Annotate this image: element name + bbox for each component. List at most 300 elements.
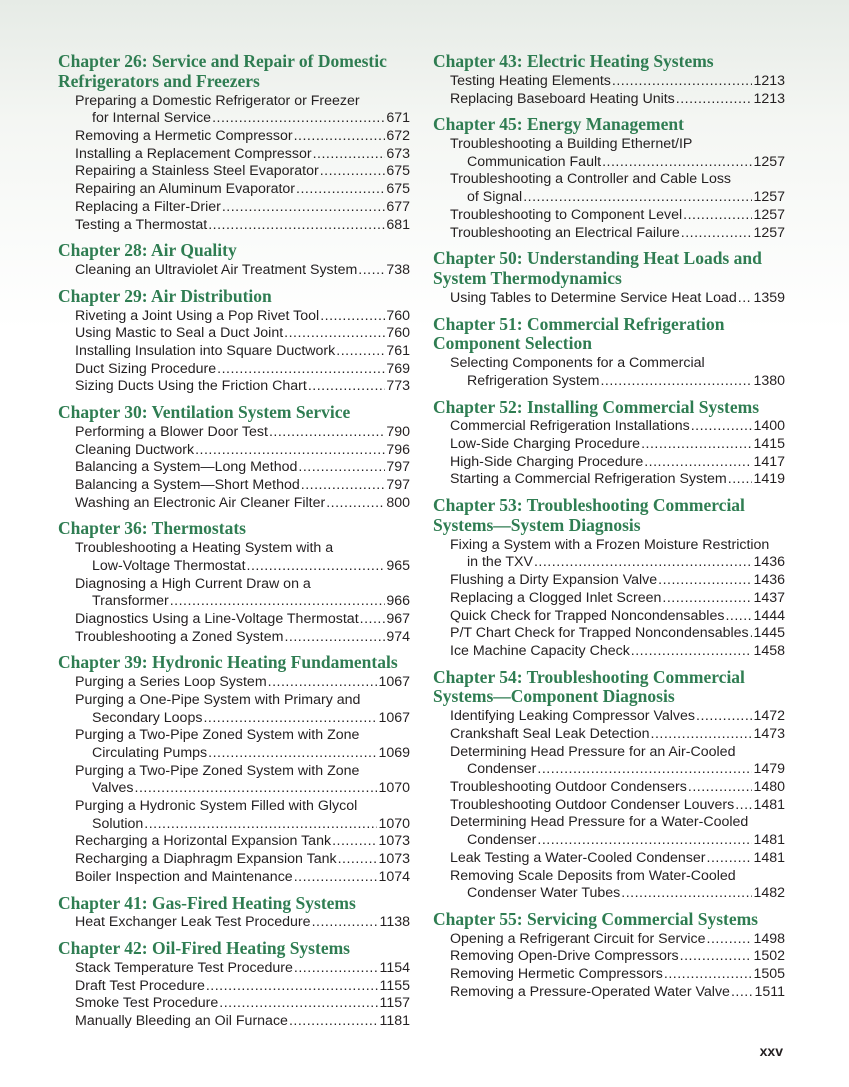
toc-entry[interactable] <box>433 966 785 984</box>
toc-entry[interactable] <box>58 361 410 379</box>
toc-entry[interactable] <box>433 225 785 243</box>
toc-entry[interactable] <box>58 93 410 128</box>
toc-entry-title: Troubleshooting to Component Level <box>450 206 683 223</box>
chapter-heading-line: Systems—System Diagnosis <box>433 514 641 535</box>
toc-entry-title: Low-Side Charging Procedure <box>450 436 641 453</box>
toc-section <box>58 403 410 512</box>
dot-leader <box>222 199 385 217</box>
toc-entry-page: 675 <box>386 163 410 180</box>
toc-entry-line <box>75 978 410 996</box>
toc-entry-line <box>450 91 785 109</box>
toc-entry-page: 760 <box>386 307 410 324</box>
toc-entry-title: Balancing a System—Short Method <box>75 476 300 493</box>
toc-entry[interactable] <box>433 779 785 797</box>
toc-entry-line <box>450 885 785 903</box>
dot-leader <box>217 361 385 379</box>
toc-entry-page: 1257 <box>753 224 785 241</box>
toc-column-left <box>58 52 410 1031</box>
toc-entry-page: 1481 <box>753 832 785 849</box>
toc-entry-title: Replacing Baseboard Heating Units <box>450 90 675 107</box>
dot-leader <box>738 290 753 308</box>
toc-entry-title: Troubleshooting a Controller and Cable Loss <box>450 171 732 188</box>
toc-entry-title: Starting a Commercial Refrigeration System <box>450 471 727 488</box>
dot-leader <box>612 73 753 91</box>
toc-entry-title: Transformer <box>92 593 169 610</box>
chapter-heading-line: Chapter 53: Troubleshooting Commercial <box>433 495 745 516</box>
toc-entry-page: 1073 <box>378 833 410 850</box>
chapter-heading <box>433 249 785 289</box>
toc-entry-page: 681 <box>386 216 410 233</box>
dot-leader <box>735 797 752 815</box>
chapter-heading-line: Refrigerators and Freezers <box>58 70 260 91</box>
toc-entry-line <box>450 154 785 172</box>
toc-entry-page: 1257 <box>753 189 785 206</box>
toc-entry[interactable] <box>58 477 410 495</box>
toc-entry-title: Washing an Electronic Air Cleaner Filter <box>75 494 326 511</box>
toc-entry-page: 1436 <box>753 572 785 589</box>
toc-entry-line <box>450 779 785 797</box>
dot-leader <box>523 189 752 207</box>
toc-entry-title: Purging a One-Pipe System with Primary and <box>75 691 361 708</box>
toc-entry-title: Determining Head Pressure for a Water-Cooled <box>450 814 749 831</box>
dot-leader <box>658 572 752 590</box>
dot-leader <box>247 558 386 576</box>
toc-entry-line <box>75 1013 410 1031</box>
toc-entry[interactable] <box>58 199 410 217</box>
chapter-heading-line: Chapter 26: Service and Repair of Domestic <box>58 51 387 71</box>
toc-entry-title: for Internal Service <box>92 110 212 127</box>
toc-entry-title: Boiler Inspection and Maintenance <box>75 868 293 885</box>
dot-leader <box>208 745 377 763</box>
toc-entry[interactable] <box>58 869 410 887</box>
toc-entry-line <box>450 850 785 868</box>
toc-entry-page: 671 <box>386 110 410 127</box>
toc-entry[interactable] <box>58 674 410 692</box>
toc-entry-title: Smoke Test Procedure <box>75 995 219 1012</box>
chapter-heading <box>433 496 785 536</box>
dot-leader <box>358 262 385 280</box>
dot-leader <box>320 308 385 326</box>
toc-entry[interactable] <box>58 576 410 611</box>
toc-entry[interactable] <box>58 833 410 851</box>
toc-entry-line <box>75 593 410 611</box>
toc-entry-line <box>450 984 785 1002</box>
toc-entry-page: 1479 <box>753 761 785 778</box>
toc-entry-page: 1380 <box>753 372 785 389</box>
chapter-heading-line: Component Selection <box>433 333 592 354</box>
toc-entry-line <box>450 590 785 608</box>
toc-entry-title: Using Tables to Determine Service Heat Load <box>450 289 737 306</box>
chapter-heading-line: System Thermodynamics <box>433 268 622 289</box>
toc-entry-title: Sizing Ducts Using the Friction Chart <box>75 378 307 395</box>
toc-entry-title: Condenser Water Tubes <box>467 885 621 902</box>
toc-entry[interactable] <box>58 914 410 932</box>
dot-leader <box>641 436 752 454</box>
toc-entry-title: Balancing a System—Long Method <box>75 459 298 476</box>
toc-entry-line <box>450 207 785 225</box>
toc-entry-page: 738 <box>386 262 410 279</box>
toc-entry-page: 797 <box>386 476 410 493</box>
toc-entry[interactable] <box>433 418 785 436</box>
toc-entry-page: 1502 <box>753 948 785 965</box>
toc-entry-title: Riveting a Joint Using a Pop Rivet Tool <box>75 307 320 324</box>
toc-entry-line <box>75 995 410 1013</box>
toc-entry[interactable] <box>58 978 410 996</box>
dot-leader <box>269 424 385 442</box>
toc-entry-title: Troubleshooting an Electrical Failure <box>450 224 680 241</box>
dot-leader <box>212 110 385 128</box>
toc-entry-title: Repairing a Stainless Steel Evaporator <box>75 163 319 180</box>
toc-entry[interactable] <box>58 262 410 280</box>
toc-entry[interactable] <box>58 692 410 727</box>
toc-entry[interactable] <box>433 726 785 744</box>
toc-entry-page: 677 <box>386 198 410 215</box>
toc-entry[interactable] <box>433 91 785 109</box>
toc-entry-page: 1480 <box>753 779 785 796</box>
toc-entry[interactable] <box>58 851 410 869</box>
toc-entry[interactable] <box>433 708 785 726</box>
dot-leader <box>208 217 385 235</box>
toc-entry-line <box>75 217 410 235</box>
toc-entry-page: 800 <box>386 494 410 511</box>
toc-entry-line <box>75 459 410 477</box>
toc-entry-line <box>450 471 785 489</box>
toc-entry-page: 1419 <box>753 471 785 488</box>
toc-entry[interactable] <box>58 495 410 513</box>
toc-entry[interactable] <box>433 171 785 206</box>
chapter-heading <box>58 241 410 261</box>
toc-entry-page: 1445 <box>753 625 785 642</box>
toc-entry-page: 1417 <box>753 453 785 470</box>
toc-entry[interactable] <box>58 540 410 575</box>
toc-entry[interactable] <box>58 325 410 343</box>
toc-entry-page: 797 <box>386 459 410 476</box>
toc-entry-line <box>75 110 410 128</box>
toc-entry-line <box>450 726 785 744</box>
toc-entry-line <box>450 225 785 243</box>
dot-leader <box>338 851 378 869</box>
toc-entry[interactable] <box>433 948 785 966</box>
toc-entry[interactable] <box>58 763 410 798</box>
toc-entry-line <box>75 128 410 146</box>
toc-entry-page: 967 <box>386 610 410 627</box>
toc-entry[interactable] <box>433 850 785 868</box>
toc-section <box>58 653 410 886</box>
toc-entry-title: Recharging a Horizontal Expansion Tank <box>75 833 332 850</box>
dot-leader <box>676 91 753 109</box>
toc-entry-title: Recharging a Diaphragm Expansion Tank <box>75 851 337 868</box>
toc-entry-title: Performing a Blower Door Test <box>75 423 268 440</box>
dot-leader <box>294 960 379 978</box>
dot-leader <box>203 710 377 728</box>
toc-entry-line <box>75 181 410 199</box>
toc-entry[interactable] <box>58 727 410 762</box>
toc-entry-title: Purging a Hydronic System Filled with Glycol <box>75 798 358 815</box>
toc-entry[interactable] <box>433 797 785 815</box>
dot-leader <box>683 207 752 225</box>
toc-entry-title: Condenser <box>467 832 537 849</box>
toc-entry-title: Duct Sizing Procedure <box>75 360 217 377</box>
chapter-heading <box>58 894 410 914</box>
toc-entry-line <box>75 343 410 361</box>
toc-entry-line <box>75 163 410 181</box>
toc-entry-title: Quick Check for Trapped Noncondensables <box>450 607 725 624</box>
toc-entry[interactable] <box>433 744 785 779</box>
toc-entry[interactable] <box>433 931 785 949</box>
toc-entry-line <box>75 558 410 576</box>
dot-leader <box>644 454 752 472</box>
toc-entry-page: 1481 <box>753 796 785 813</box>
toc-entry[interactable] <box>433 590 785 608</box>
toc-entry[interactable] <box>433 625 785 643</box>
toc-entry-title: High-Side Charging Procedure <box>450 453 644 470</box>
dot-leader <box>680 948 753 966</box>
chapter-heading <box>58 52 410 92</box>
toc-entry-line <box>75 816 410 834</box>
toc-entry-page: 1444 <box>753 607 785 624</box>
toc-entry-title: Flushing a Dirty Expansion Valve <box>450 572 658 589</box>
toc-entry[interactable] <box>58 629 410 647</box>
toc-entry-page: 675 <box>386 181 410 198</box>
dot-leader <box>664 966 753 984</box>
toc-entry-title: Opening a Refrigerant Circuit for Service <box>450 930 706 947</box>
toc-entry-title: Removing Open-Drive Compressors <box>450 948 679 965</box>
toc-entry[interactable] <box>58 798 410 833</box>
toc-entry-title: Communication Fault <box>467 153 602 170</box>
toc-entry[interactable] <box>433 436 785 454</box>
toc-entry-title: Leak Testing a Water-Cooled Condenser <box>450 849 706 866</box>
chapter-heading-line: Chapter 55: Servicing Commercial Systems <box>433 908 758 929</box>
toc-section <box>433 910 785 1002</box>
toc-entry-title: Cleaning an Ultraviolet Air Treatment System <box>75 262 358 279</box>
toc-entry-page: 1155 <box>379 977 410 994</box>
toc-entry-page: 1067 <box>378 709 410 726</box>
toc-section <box>433 496 785 661</box>
toc-entry-line <box>450 373 785 391</box>
toc-entry-page: 1070 <box>378 815 410 832</box>
dot-leader <box>662 590 752 608</box>
chapter-heading <box>58 939 410 959</box>
toc-entry[interactable] <box>58 163 410 181</box>
toc-entry[interactable] <box>58 1013 410 1031</box>
dot-leader <box>750 625 753 643</box>
toc-entry[interactable] <box>58 378 410 396</box>
toc-entry-title: Troubleshooting a Building Ethernet/IP <box>450 136 693 152</box>
dot-leader <box>707 931 753 949</box>
toc-entry-title: Crankshaft Seal Leak Detection <box>450 725 650 742</box>
dot-leader <box>170 593 386 611</box>
toc-entry-page: 672 <box>386 128 410 144</box>
toc-entry-line <box>75 674 410 692</box>
chapter-heading-line: Chapter 28: Air Quality <box>58 240 237 261</box>
toc-entry-page: 1415 <box>753 436 785 453</box>
toc-entry-line <box>450 436 785 454</box>
toc-entry-page: 769 <box>386 360 410 377</box>
toc-entry-line <box>75 780 410 798</box>
toc-entry-line <box>450 454 785 472</box>
toc-entry-line <box>450 931 785 949</box>
toc-entry[interactable] <box>433 608 785 626</box>
dot-leader <box>296 181 385 199</box>
toc-entry-page: 1257 <box>753 153 785 170</box>
toc-entry[interactable] <box>433 537 785 572</box>
toc-entry-page: 1181 <box>379 1013 410 1029</box>
toc-entry[interactable] <box>433 814 785 849</box>
chapter-heading <box>433 115 785 135</box>
chapter-heading-line: Chapter 41: Gas-Fired Heating Systems <box>58 892 356 913</box>
toc-entry[interactable] <box>58 146 410 164</box>
dot-leader <box>537 832 752 850</box>
dot-leader <box>195 442 385 460</box>
toc-entry-title: Troubleshooting a Zoned System <box>75 628 284 645</box>
toc-entry[interactable] <box>58 459 410 477</box>
toc-entry-title: Circulating Pumps <box>92 744 208 761</box>
toc-entry-line <box>75 833 410 851</box>
toc-entry-title: Purging a Two-Pipe Zoned System with Zone <box>75 727 360 744</box>
toc-entry-line <box>75 477 410 495</box>
toc-entry[interactable] <box>433 454 785 472</box>
toc-entry-title: Valves <box>92 780 134 797</box>
toc-entry-title: Troubleshooting Outdoor Condenser Louvers <box>450 796 735 813</box>
toc-section <box>433 668 785 903</box>
toc-entry-page: 1481 <box>753 849 785 866</box>
page-number: xxv <box>759 1043 783 1059</box>
chapter-heading-line: Chapter 54: Troubleshooting Commercial <box>433 666 745 687</box>
toc-entry[interactable] <box>433 984 785 1002</box>
toc-entry[interactable] <box>58 128 410 146</box>
chapter-heading-line: Chapter 51: Commercial Refrigeration <box>433 313 725 334</box>
chapter-heading-line: Chapter 29: Air Distribution <box>58 285 272 306</box>
toc-entry[interactable] <box>433 207 785 225</box>
toc-entry-page: 796 <box>386 441 410 458</box>
toc-entry[interactable] <box>58 343 410 361</box>
toc-entry-page: 1473 <box>753 725 785 742</box>
toc-entry[interactable] <box>433 290 785 308</box>
toc-entry-title: Removing a Pressure-Operated Water Valve <box>450 983 730 1000</box>
toc-entry[interactable] <box>58 308 410 326</box>
chapter-heading <box>433 910 785 930</box>
toc-entry-page: 974 <box>386 628 410 645</box>
toc-entry-page: 1067 <box>378 674 410 691</box>
toc-entry-line <box>450 189 785 207</box>
toc-entry[interactable] <box>433 73 785 91</box>
dot-leader <box>219 995 378 1013</box>
toc-entry[interactable] <box>58 181 410 199</box>
toc-entry-page: 1400 <box>753 418 785 435</box>
toc-entry[interactable] <box>433 643 785 661</box>
toc-entry-line <box>75 442 410 460</box>
toc-section <box>433 398 785 490</box>
toc-entry-page: 673 <box>386 145 410 162</box>
dot-leader <box>308 378 386 396</box>
dot-leader <box>206 978 379 996</box>
toc-entry-line <box>450 290 785 308</box>
dot-leader <box>621 885 752 903</box>
toc-entry-line <box>75 495 410 513</box>
toc-section <box>58 287 410 396</box>
toc-entry[interactable] <box>58 995 410 1013</box>
dot-leader <box>284 325 385 343</box>
chapter-heading-line: Chapter 36: Thermostats <box>58 518 246 539</box>
toc-entry-line <box>75 914 410 932</box>
toc-entry-line <box>75 378 410 396</box>
toc-entry-page: 1073 <box>378 851 410 868</box>
toc-entry[interactable] <box>433 572 785 590</box>
toc-entry[interactable] <box>58 217 410 235</box>
chapter-heading-line: Chapter 52: Installing Commercial Systems <box>433 396 760 417</box>
dot-leader <box>696 708 752 726</box>
toc-entry-title: Commercial Refrigeration Installations <box>450 418 690 435</box>
toc-entry-title: Using Mastic to Seal a Duct Joint <box>75 325 284 342</box>
toc-entry-line <box>75 308 410 326</box>
dot-leader <box>298 459 385 477</box>
toc-entry-line <box>450 797 785 815</box>
toc-entry-line <box>450 948 785 966</box>
toc-entry-title: Replacing a Clogged Inlet Screen <box>450 589 662 606</box>
toc-entry-title: Cleaning Ductwork <box>75 441 195 458</box>
dot-leader <box>691 418 753 436</box>
toc-entry-title: Stack Temperature Test Procedure <box>75 959 293 976</box>
toc-column-right <box>433 52 785 1002</box>
toc-section <box>58 52 410 234</box>
chapter-heading-line: Chapter 39: Hydronic Heating Fundamentals <box>58 652 398 673</box>
toc-entry-page: 1505 <box>753 966 785 983</box>
chapter-heading-line: Chapter 30: Ventilation System Service <box>58 402 351 423</box>
toc-section <box>58 519 410 646</box>
toc-entry-title: Solution <box>92 815 144 832</box>
toc-entry-title: Selecting Components for a Commercial <box>450 355 705 372</box>
chapter-heading-line: Chapter 45: Energy Management <box>433 114 684 135</box>
toc-entry-line <box>75 869 410 887</box>
toc-entry-title: Repairing an Aluminum Evaporator <box>75 181 296 198</box>
dot-leader <box>320 163 386 181</box>
toc-entry-title: Troubleshooting Outdoor Condensers <box>450 779 687 796</box>
toc-entry-line <box>450 73 785 91</box>
dot-leader <box>600 373 752 391</box>
toc-entry[interactable] <box>433 868 785 903</box>
chapter-heading <box>433 668 785 708</box>
toc-entry[interactable] <box>433 136 785 171</box>
toc-entry-title: Draft Test Procedure <box>75 977 205 994</box>
toc-entry-title: Purging a Series Loop System <box>75 674 267 691</box>
toc-entry-line <box>75 960 410 978</box>
toc-entry-line <box>450 554 785 572</box>
toc-entry-line <box>75 146 410 164</box>
toc-section <box>433 52 785 108</box>
toc-entry[interactable] <box>58 611 410 629</box>
dot-leader <box>731 984 754 1002</box>
toc-entry[interactable] <box>58 442 410 460</box>
dot-leader <box>332 833 377 851</box>
toc-entry[interactable] <box>58 960 410 978</box>
toc-entry-line <box>75 199 410 217</box>
toc-entry[interactable] <box>58 424 410 442</box>
toc-entry-title: Diagnosing a High Current Draw on a <box>75 575 311 592</box>
dot-leader <box>144 816 377 834</box>
toc-entry-page: 1154 <box>379 959 410 976</box>
toc-entry-page: 1458 <box>753 642 785 659</box>
dot-leader <box>301 477 386 495</box>
toc-section <box>58 939 410 1031</box>
toc-section <box>433 249 785 307</box>
toc-entry[interactable] <box>433 471 785 489</box>
toc-entry[interactable] <box>433 355 785 390</box>
toc-entry-title: Installing a Replacement Compressor <box>75 145 312 162</box>
toc-entry-line <box>450 761 785 779</box>
toc-entry-page: 1157 <box>379 995 410 1012</box>
toc-entry-page: 1482 <box>753 885 785 902</box>
toc-section <box>58 894 410 933</box>
